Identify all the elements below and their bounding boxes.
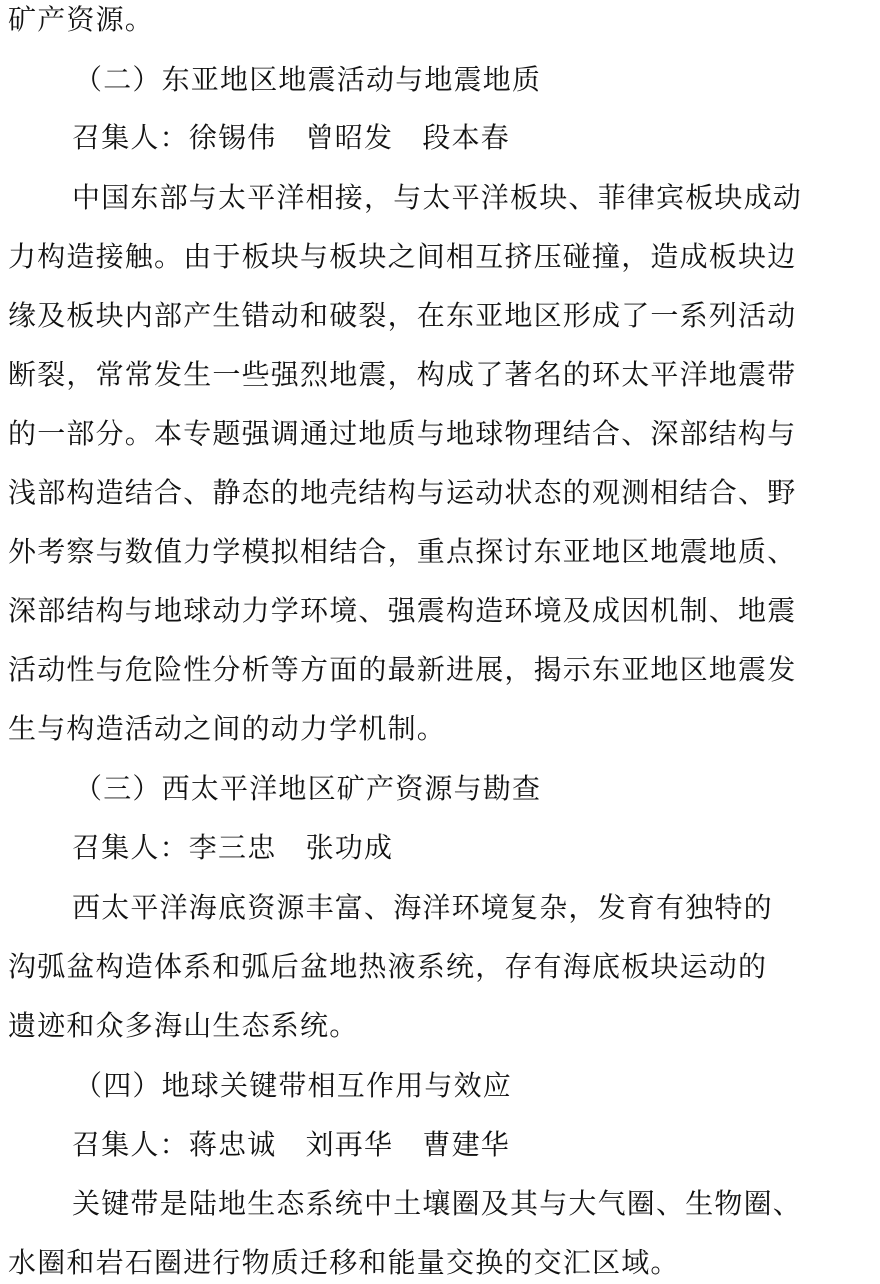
paragraph-line: 活动性与危险性分析等方面的最新进展，揭示东亚地区地震发 [8, 653, 797, 686]
section-heading-2: （二）东亚地区地震活动与地震地质 [74, 63, 542, 96]
convener-line: 召集人：李三忠 张功成 [72, 831, 394, 864]
paragraph-line: 断裂，常常发生一些强烈地震，构成了著名的环太平洋地震带 [8, 358, 797, 391]
section-heading-4: （四）地球关键带相互作用与效应 [74, 1069, 513, 1102]
paragraph-line: 沟弧盆构造体系和弧后盆地热液系统，存有海底板块运动的 [8, 950, 768, 983]
paragraph-line: 浅部构造结合、静态的地壳结构与运动状态的观测相结合、野 [8, 476, 797, 509]
paragraph-line: 的一部分。本专题强调通过地质与地球物理结合、深部结构与 [8, 417, 797, 450]
paragraph-line: 遗迹和众多海山生态系统。 [8, 1009, 359, 1042]
paragraph-line: 外考察与数值力学模拟相结合，重点探讨东亚地区地震地质、 [8, 535, 797, 568]
convener-line: 召集人：徐锡伟 曾昭发 段本春 [72, 121, 511, 154]
paragraph-line: 关键带是陆地生态系统中土壤圈及其与大气圈、生物圈、 [72, 1187, 803, 1220]
paragraph-line: 缘及板块内部产生错动和破裂，在东亚地区形成了一系列活动 [8, 299, 797, 332]
paragraph-line: 深部结构与地球动力学环境、强震构造环境及成因机制、地震 [8, 594, 797, 627]
text-line: 矿产资源。 [8, 3, 155, 36]
paragraph-line: 生与构造活动之间的动力学机制。 [8, 712, 447, 745]
paragraph-line: 力构造接触。由于板块与板块之间相互挤压碰撞，造成板块边 [8, 240, 797, 273]
paragraph-line: 水圈和岩石圈进行物质迁移和能量交换的交汇区域。 [8, 1246, 680, 1279]
section-heading-3: （三）西太平洋地区矿产资源与勘查 [74, 772, 542, 805]
convener-line: 召集人：蒋忠诚 刘再华 曹建华 [72, 1128, 511, 1161]
paragraph-line: 中国东部与太平洋相接，与太平洋板块、菲律宾板块成动 [72, 181, 803, 214]
paragraph-line: 西太平洋海底资源丰富、海洋环境复杂，发育有独特的 [72, 891, 773, 924]
